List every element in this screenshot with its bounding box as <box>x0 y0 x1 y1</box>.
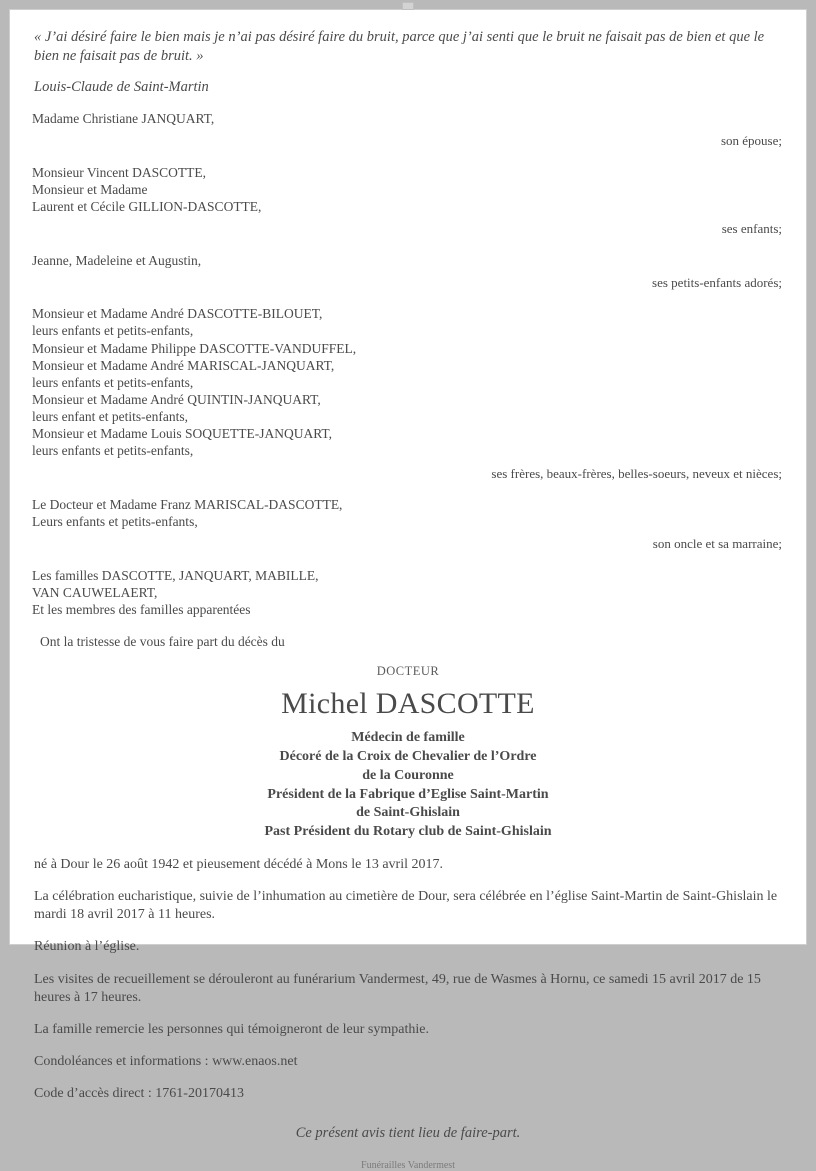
family-line: leurs enfants et petits-enfants, <box>32 323 194 339</box>
closing-note: Ce présent avis tient lieu de faire-part. <box>295 1125 521 1142</box>
announcement-intro: Ont la tristesse de vous faire part du décès du <box>40 634 285 650</box>
family-line: VAN CAUWELAERT, <box>32 584 158 600</box>
family-role: son épouse; <box>720 133 782 149</box>
condolences-paragraph[interactable]: Condoléances et informations : www.enaos.net <box>34 1054 298 1070</box>
family-group <box>32 110 784 150</box>
family-group <box>32 567 784 618</box>
family-line: Les familles DASCOTTE, JANQUART, MABILLE, <box>32 567 319 583</box>
ceremony-paragraph: La célébration eucharistique, suivie de l’inhumation au cimetière de Dour, sera célébrée en l’église Saint-Martin de Saint-Ghislain le mardi 18 avril 2017 à 11 heures. <box>34 888 778 923</box>
family-group <box>32 305 784 482</box>
deceased-prefix-title: DOCTEUR <box>376 664 440 679</box>
family-line: leurs enfants et petits-enfants, <box>32 443 194 459</box>
access-code-paragraph: Code d’accès direct : 1761-20170413 <box>34 1086 244 1102</box>
family-line: Madame Christiane JANQUART, <box>32 111 215 127</box>
family-role: ses petits-enfants adorés; <box>652 274 782 290</box>
family-line: Jeanne, Madeleine et Augustin, <box>32 252 202 268</box>
family-line: Le Docteur et Madame Franz MARISCAL-DASCOTTE, <box>32 497 343 513</box>
epigraph-author: Louis-Claude de Saint-Martin <box>34 79 209 96</box>
document-paper <box>9 9 807 1171</box>
visits-paragraph: Les visites de recueillement se dérouleront au funérarium Vandermest, 49, rue de Wasmes à Hornu, ce samedi 15 avril 2017 de 15 heures à 17 heures. <box>34 971 761 1005</box>
page-top-handle-icon <box>402 2 414 10</box>
family-group <box>32 164 784 238</box>
family-group <box>32 252 784 292</box>
deceased-title-line: Décoré de la Croix de Chevalier de l’Ordre <box>279 749 537 765</box>
family-line: Monsieur et Madame Louis SOQUETTE-JANQUART, <box>32 426 333 442</box>
family-line: leurs enfants et petits-enfants, <box>32 374 194 390</box>
family-role: ses frères, beaux-frères, belles-soeurs, neveux et nièces; <box>491 465 782 481</box>
family-line: Monsieur et Madame André MARISCAL-JANQUART, <box>32 357 335 373</box>
deceased-title-line: Président de la Fabrique d’Eglise Saint-Martin <box>267 786 549 802</box>
family-role: son oncle et sa marraine; <box>652 536 782 552</box>
deceased-title-line: de la Couronne <box>362 767 454 783</box>
family-line: Monsieur et Madame Philippe DASCOTTE-VANDUFFEL, <box>32 340 357 356</box>
family-role: ses enfants; <box>721 221 782 237</box>
thanks-paragraph: La famille remercie les personnes qui témoigneront de leur sympathie. <box>34 1021 429 1037</box>
family-line: leurs enfant et petits-enfants, <box>32 409 188 425</box>
family-group <box>32 496 784 553</box>
family-line: Laurent et Cécile GILLION-DASCOTTE, <box>32 199 262 215</box>
family-line: Monsieur et Madame André QUINTIN-JANQUART, <box>32 392 321 407</box>
birth-death-paragraph: né à Dour le 26 août 1942 et pieusement décédé à Mons le 13 avril 2017. <box>34 856 443 872</box>
family-line: Monsieur et Madame <box>32 181 148 197</box>
epigraph-quote: « J’ai désiré faire le bien mais je n’ai pas désiré faire du bruit, parce que j’ai senti que le bruit ne faisait pas de bien et que le bien ne faisait pas de bruit. » <box>34 29 765 64</box>
deceased-title-line: de Saint-Ghislain <box>356 805 460 821</box>
funeral-home-footer: Funérailles Vandermest <box>361 1160 455 1171</box>
family-line: Et les membres des familles apparentées <box>32 602 251 618</box>
family-line: Monsieur et Madame André DASCOTTE-BILOUET, <box>32 306 323 322</box>
family-line: Leurs enfants et petits-enfants, <box>32 514 198 530</box>
gathering-paragraph: Réunion à l’église. <box>34 939 140 955</box>
deceased-name: Michel DASCOTTE <box>281 687 535 721</box>
deceased-title-line: Médecin de famille <box>351 730 465 746</box>
deceased-titles <box>32 729 784 842</box>
deceased-title-line: Past Président du Rotary club de Saint-Ghislain <box>264 824 552 840</box>
family-line: Monsieur Vincent DASCOTTE, <box>32 164 207 180</box>
